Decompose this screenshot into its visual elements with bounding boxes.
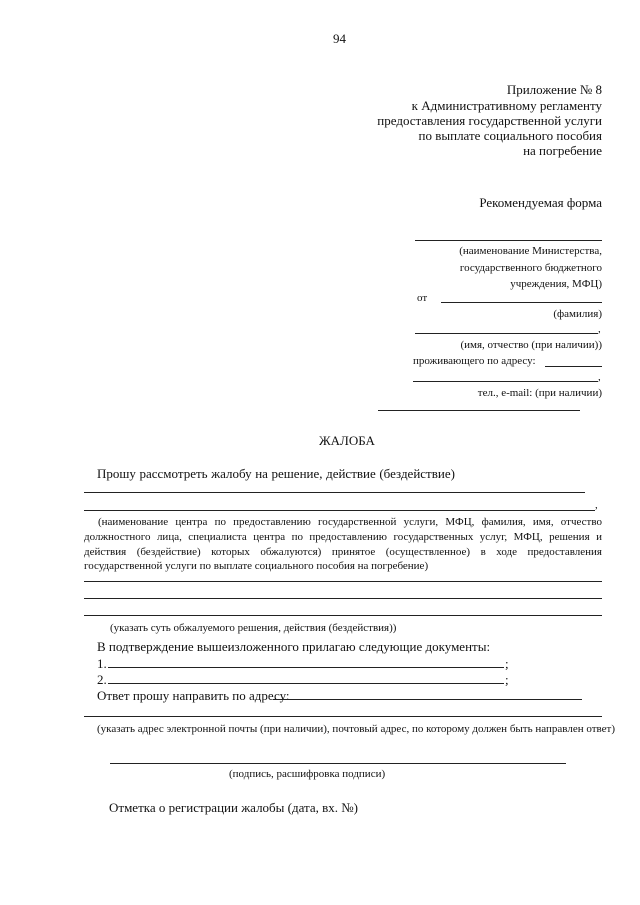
attachment-line-2[interactable] xyxy=(108,683,504,684)
request-fill-line-2[interactable] xyxy=(84,510,595,511)
essence-line-3[interactable] xyxy=(84,615,602,616)
request-text xyxy=(97,467,455,480)
surname-hint: (фамилия) xyxy=(553,308,602,320)
request-word: действие xyxy=(326,466,376,481)
attachment-end-1: ; xyxy=(505,656,509,671)
appendix-line-3: предоставления государственной услуги xyxy=(377,113,602,128)
appendix-line-2: к Административному регламенту xyxy=(411,98,602,113)
appendix-line-4: по выплате социального пособия xyxy=(418,128,602,143)
appendix-line-5: на погребение xyxy=(523,143,602,158)
ministry-hint-3: учреждения, МФЦ) xyxy=(510,278,602,290)
reply-address-hint: (указать адрес электронной почты (при наличии), почтовый адрес, по которому должен быть направлен ответ) xyxy=(97,723,615,735)
appendix-line-1: Приложение № 8 xyxy=(506,82,602,97)
request-fill-line-1[interactable] xyxy=(84,492,585,493)
name-hint: (имя, отчество (при наличии)) xyxy=(460,339,602,351)
attachment-line-1[interactable] xyxy=(108,667,504,668)
request-word: рассмотреть xyxy=(139,466,208,481)
reply-address-line-1[interactable] xyxy=(273,699,582,700)
name-line-comma: , xyxy=(598,323,601,335)
request-line-comma: , xyxy=(595,499,598,511)
request-word: жалобу xyxy=(211,466,252,481)
subject-hint-line-1: (наименование центра по предоставлению государственной услуги, МФЦ, фамилия, имя, отчество xyxy=(98,516,602,528)
attachment-end-2: ; xyxy=(505,672,509,687)
subject-hint-line-4: государственной услуги по выплате социального пособия на погребение) xyxy=(84,560,429,572)
contact-line[interactable] xyxy=(378,410,580,411)
attachments-label: В подтверждение вышеизложенного прилагаю следующие документы: xyxy=(97,639,491,654)
essence-line-2[interactable] xyxy=(84,598,602,599)
reply-address-label: Ответ прошу направить по адресу: xyxy=(97,688,290,703)
address-line-1[interactable] xyxy=(545,366,602,367)
address-label: проживающего по адресу: xyxy=(413,355,536,367)
signature-line[interactable] xyxy=(110,763,566,764)
signature-hint: (подпись, расшифровка подписи) xyxy=(229,768,386,780)
from-label: от xyxy=(417,292,428,304)
document-title: ЖАЛОБА xyxy=(319,433,375,448)
subject-hint-line-2: должностного лица, специалиста центра по предоставлению государственных услуг, МФЦ, решения и xyxy=(84,531,602,543)
request-word: решение, xyxy=(271,466,323,481)
name-line[interactable] xyxy=(415,333,598,334)
recommended-form-label: Рекомендуемая форма xyxy=(479,195,602,210)
ministry-name-line[interactable] xyxy=(415,240,602,241)
reply-address-line-2[interactable] xyxy=(84,716,602,717)
page-number: 94 xyxy=(333,31,346,46)
attachment-number-2: 2. xyxy=(97,672,107,687)
address-comma: , xyxy=(598,371,601,383)
registration-mark-label: Отметка о регистрации жалобы (дата, вх. №) xyxy=(109,800,359,815)
address-line-2[interactable] xyxy=(413,381,598,382)
contact-hint: тел., e-mail: (при наличии) xyxy=(477,387,602,399)
attachment-number-1: 1. xyxy=(97,656,107,671)
essence-line-1[interactable] xyxy=(84,581,602,582)
essence-hint: (указать суть обжалуемого решения, действия (бездействия)) xyxy=(110,622,397,634)
request-word: на xyxy=(255,466,268,481)
ministry-hint-1: (наименование Министерства, xyxy=(459,245,602,257)
surname-line[interactable] xyxy=(441,302,602,303)
request-word: Прошу xyxy=(97,466,136,481)
ministry-hint-2: государственного бюджетного xyxy=(459,262,602,274)
request-word: (бездействие) xyxy=(379,466,455,481)
subject-hint-line-3: действия (бездействие) которых обжалуются) принятое (осуществленное) в ходе предоставления xyxy=(84,546,602,558)
